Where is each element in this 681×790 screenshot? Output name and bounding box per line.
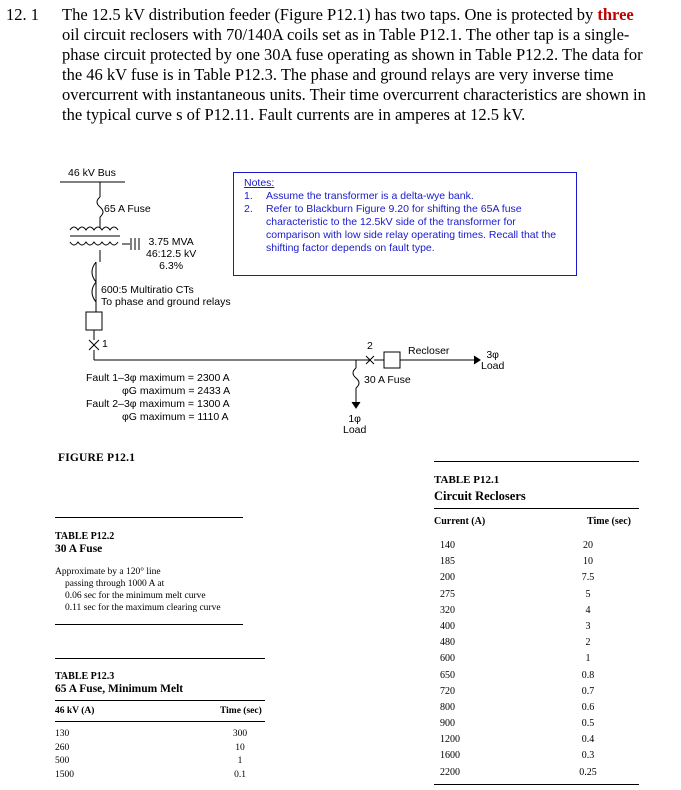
table-row [434,767,639,783]
note-item: 2. Refer to Blackburn Figure 9.20 for shifting the 65A fuse characteristic to the 12.5kV side of the transformer for comparison with low side relay operating times. Recall that the shifting factor depends on fault type. [244,203,557,254]
cell-time: 4 [585,604,591,616]
table-row [434,621,639,637]
cell-kv: 260 [55,742,70,753]
cell-current: 600 [440,653,455,665]
cell-time: 1 [237,756,243,766]
recloser-label: Recloser [408,345,450,357]
recloser-box [384,352,400,368]
table-p12-1-col-time: Time (sec) [587,516,631,527]
table-p12-2-subtitle: 30 A Fuse [55,543,103,555]
table-row [55,743,265,757]
table-row [434,734,639,750]
note-item: 1. Assume the transformer is a delta-wye bank. [244,190,474,202]
cell-current: 400 [440,620,455,632]
table-p12-3-label: TABLE P12.3 [55,671,115,682]
cell-current: 185 [440,556,455,568]
cell-kv: 500 [55,756,70,766]
cell-current: 1200 [440,734,460,746]
table-p12-3-subtitle: 65 A Fuse, Minimum Melt [55,683,184,695]
fault-2-g: φG maximum = 1110 A [122,411,229,423]
ct-label [101,284,231,308]
cell-time: 0.7 [581,685,595,697]
table-row [434,718,639,734]
cell-current: 480 [440,637,455,649]
cell-time: 0.3 [581,750,595,762]
problem-text-before: The 12.5 kV distribution feeder (Figure P12.1) has two taps. One is protected by [62,5,598,24]
breaker-label: 1 [102,338,108,350]
table-p12-2-label: TABLE P12.2 [55,531,115,542]
cell-current: 720 [440,685,455,697]
cell-current: 275 [440,588,455,600]
cell-current: 200 [440,572,455,584]
table-p12-3-body [55,729,265,783]
bus-label: 46 kV Bus [68,167,116,179]
cell-time: 10 [583,556,593,568]
table-p12-3-col-time: Time (sec) [220,706,262,716]
notes-box [233,172,577,276]
table-row [434,605,639,621]
load-1ph-word: Load [343,424,367,436]
fault-1-g: φG maximum = 2433 A [122,385,231,397]
fuse-65a-symbol [97,197,103,217]
cell-current: 140 [440,540,455,551]
cell-time: 3 [585,620,591,632]
cell-current: 800 [440,701,455,713]
fault-list [86,372,230,424]
cell-time: 2 [585,637,591,649]
cell-time: 300 [232,729,248,739]
table-row [434,572,639,588]
table-row [434,637,639,653]
ct-label-1: 600:5 Multiratio CTs [101,284,194,296]
problem-text-after: oil circuit reclosers with 70/140A coils set as in Table P12.1. The other tap is a single-phase circuit protected by one 30A fuse operating as shown in Table P12.2. The data for the 46 kV fuse is in Table P12.3. The phase and ground relays are very inverse time overcurrent with instantaneous units. Their time overcurrent characteristics are shown in the typical curve s of P12.11. Fault currents are in amperes at 12.5 kV. [62,25,646,124]
cell-time: 1 [585,653,591,665]
transformer-label [146,236,196,272]
cell-current: 320 [440,604,455,616]
fuse-65a-label: 65 A Fuse [104,203,151,215]
fuse-30a-symbol [353,368,359,388]
cell-time: 0.4 [581,734,595,746]
figure-caption: FIGURE P12.1 [58,452,136,464]
table-p12-2-line: 0.06 sec for the minimum melt curve [65,591,206,601]
fault-2-3ph: Fault 2–3φ maximum = 1300 A [86,398,230,410]
table-row [434,750,639,766]
transformer-ratio: 46:12.5 kV [146,248,197,260]
table-p12-2-line: Approximate by a 120° line [55,567,161,577]
table-p12-2-body [55,566,221,614]
table-row [55,729,265,743]
table-row [434,540,639,556]
cell-current: 900 [440,718,455,730]
cell-kv: 1500 [55,769,74,780]
problem-highlight: three [597,5,634,24]
transformer-secondary-winding [70,242,118,245]
ct-label-2: To phase and ground relays [101,296,231,308]
table-row [434,702,639,718]
cell-current: 650 [440,669,455,681]
transformer-impedance: 6.3% [159,260,184,272]
cell-time: 10 [235,742,245,753]
table-p12-2-line: passing through 1000 A at [65,579,165,589]
problem-number: 12. 1 [6,5,39,24]
table-p12-3-col-kv: 46 kV (A) [55,706,95,716]
load-3ph-symbol: 3φ [486,349,499,361]
table-p12-1-body [434,540,639,783]
load-1ph-symbol: 1φ [348,413,361,425]
fuse-30a-label: 30 A Fuse [364,374,411,386]
cell-current: 2200 [440,766,460,778]
table-row [434,686,639,702]
cell-time: 0.8 [581,669,595,681]
table-p12-2-line: 0.11 sec for the maximum clearing curve [65,603,221,613]
cell-time: 0.5 [581,718,595,730]
cell-current: 1600 [440,750,460,762]
cell-time: 7.5 [581,572,595,584]
load-3ph-word: Load [481,360,505,372]
load-3ph [481,350,504,372]
cell-time: 0.6 [581,701,595,713]
cell-time: 5 [585,588,591,600]
cell-time: 0.1 [234,769,246,780]
breaker-box [86,312,102,330]
table-row [434,670,639,686]
ct-symbol [92,262,96,302]
table-p12-1-col-current: Current (A) [434,516,486,527]
notes-title: Notes: [244,177,275,189]
table-row [55,756,265,770]
point-2-label: 2 [367,340,373,352]
table-row [434,556,639,572]
cell-kv: 130 [55,729,70,739]
fault-1-3ph: Fault 1–3φ maximum = 2300 A [86,372,230,384]
table-row [434,653,639,669]
table-row [55,770,265,784]
cell-time: 20 [583,540,593,551]
load-1ph [343,414,366,436]
cell-time: 0.25 [579,766,597,778]
transformer-mva: 3.75 MVA [148,236,194,248]
transformer-primary-winding [70,227,118,230]
table-p12-1-subtitle: Circuit Reclosers [434,489,526,503]
table-row [434,589,639,605]
table-p12-1-label: TABLE P12.1 [434,474,500,486]
